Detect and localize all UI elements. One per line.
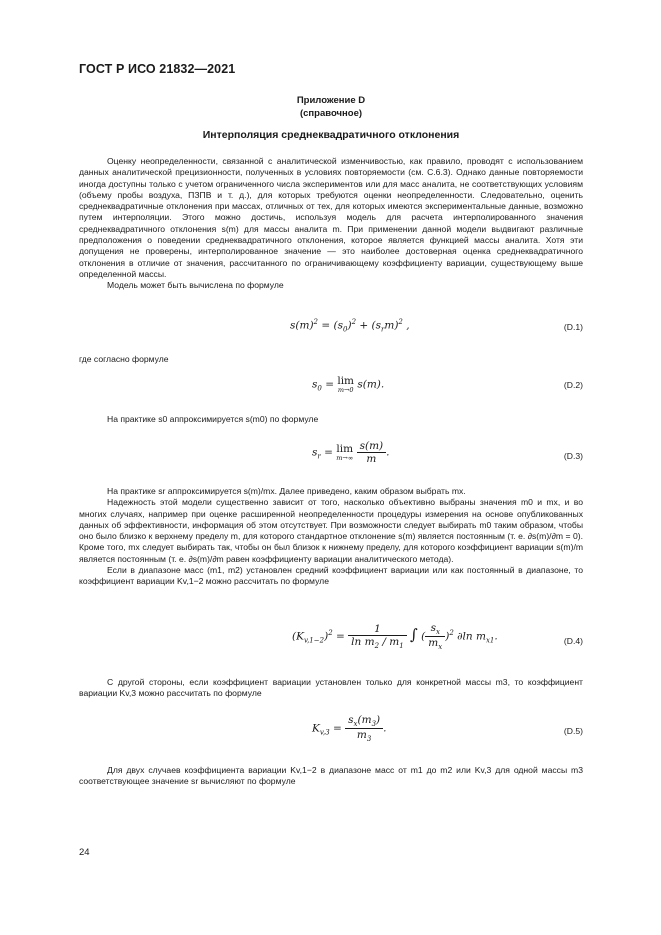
equation-number: (D.1) xyxy=(563,322,583,332)
paragraph-text: На практике s0 аппроксимируется s(m0) по формуле xyxy=(107,414,319,424)
formula-d5: $K_{v,3}$ = $\frac{s_x(m_3)}{m_3}$ . xyxy=(312,714,387,744)
paragraph-text: Модель может быть вычислена по формуле xyxy=(107,280,284,291)
paragraph-text: На практике sr аппроксимируется s(m)/mx. Далее приведено, каким образом выбрать mx. xyxy=(107,486,466,496)
equation-number: (D.4) xyxy=(563,636,583,646)
paragraph-reliability xyxy=(79,486,583,588)
paragraph-where xyxy=(79,354,583,365)
annex-type: (справочное) xyxy=(299,108,363,119)
formula-d2: $s_0 = \lim$ m→0 s(m). xyxy=(312,375,385,394)
paragraph-text: Для двух случаев коэффициента вариации Kv,1−2 в диапазоне масс от m1 до m2 или Kv,3 для одной массы m3 соответствующее значение sr вычисляют по формуле xyxy=(79,765,583,787)
formula-d3: $s_r = \lim$ m→∞ $\frac{s(m)}{m}$ . xyxy=(312,440,390,465)
paragraph-practice-s0 xyxy=(79,414,583,425)
paragraph-other-side xyxy=(79,677,583,700)
formula-d1: $s(m)^2 = (s_0)^2 + (s_rm)^2$ , xyxy=(290,318,410,334)
annex-title: Приложение D xyxy=(296,95,366,106)
paragraph-two-cases xyxy=(79,765,583,788)
paragraph-text: Оценку неопределенности, связанной с аналитической изменчивостью, как правило, проводят с использованием данных аналитической прецизионности, полученных в условиях повторяемости (см. С.6.3). Однако данные повторяемости иногда доступны только с учетом ограниченного числа экспериментов или для масс аналита, не соответствующих условиям (объему пробы воздуха, ПЗПВ и т. д.), для которых требуются оценки неопределенности. Следовательно, оценить среднеквадратичные отклонения при массах, отличных от тех, для которых имеются экспериментальные данные, возможно путем интерполяции. Этого можно достичь, используя модель для расчета интерполированного значения среднеквадратичного отклонения s(m) для массы аналита m. При применении данной модели выдвигают различные предположения о поведении среднеквадратичного отклонения, которое является функцией массы аналита. Хотя эти допущения не проверены, интерполированное значение — это наиболее достоверная оценка среднеквадратичного отклонения в отличие от значения, рассчитанного по ограничивающему коэффициенту вариации, существующему выше определенной массы. xyxy=(79,156,583,279)
document-header: ГОСТ Р ИСО 21832—2021 xyxy=(79,62,236,76)
page-number: 24 xyxy=(79,847,90,858)
equation-number: (D.3) xyxy=(563,451,583,461)
equation-number: (D.2) xyxy=(563,380,583,390)
paragraph-text: где согласно формуле xyxy=(79,354,169,364)
equation-number: (D.5) xyxy=(563,726,583,736)
formula-d4: $(K_{v,1-2})^2$ = $\frac{1}{\ln m_2 / m_1}$ ∫ ( $\frac{s_x}{m_x}$ )$^2$ ∂ln $m_{x1}$. xyxy=(292,622,498,652)
paragraph-intro xyxy=(79,156,583,292)
paragraph-text: Надежность этой модели существенно зависит от того, насколько объективно выбраны значения m0 и mx, и во многих случаях, например при оценке расширенной неопределенности процедуры измерения на основе опубликованных данных об эффективности, информация об этом отсутствует. При возможности следует выбирать m0 таким образом, чтобы оно было близко к верхнему пределу m, для которого стандартное отклонение s(m) является постоянным (т. е. ∂s(m)/∂m = 0). Кроме того, mx следует выбирать так, чтобы он был близок к нижнему пределу, для которого коэффициент вариации s(m)/m является постоянным (т. е. ∂s(m)/∂m равен коэффициенту вариации аналитического метода). xyxy=(79,497,583,564)
section-title: Интерполяция среднеквадратичного отклонения xyxy=(202,129,460,141)
paragraph-text: Если в диапазоне масс (m1, m2) установлен средний коэффициент вариации или как постоянный в диапазоне, то коэффициент вариации Kv,1−2 можно рассчитать по формуле xyxy=(79,565,583,587)
paragraph-text: С другой стороны, если коэффициент вариации установлен только для конкретной массы m3, то коэффициент вариации Kv,3 можно рассчитать по формуле xyxy=(79,677,583,699)
